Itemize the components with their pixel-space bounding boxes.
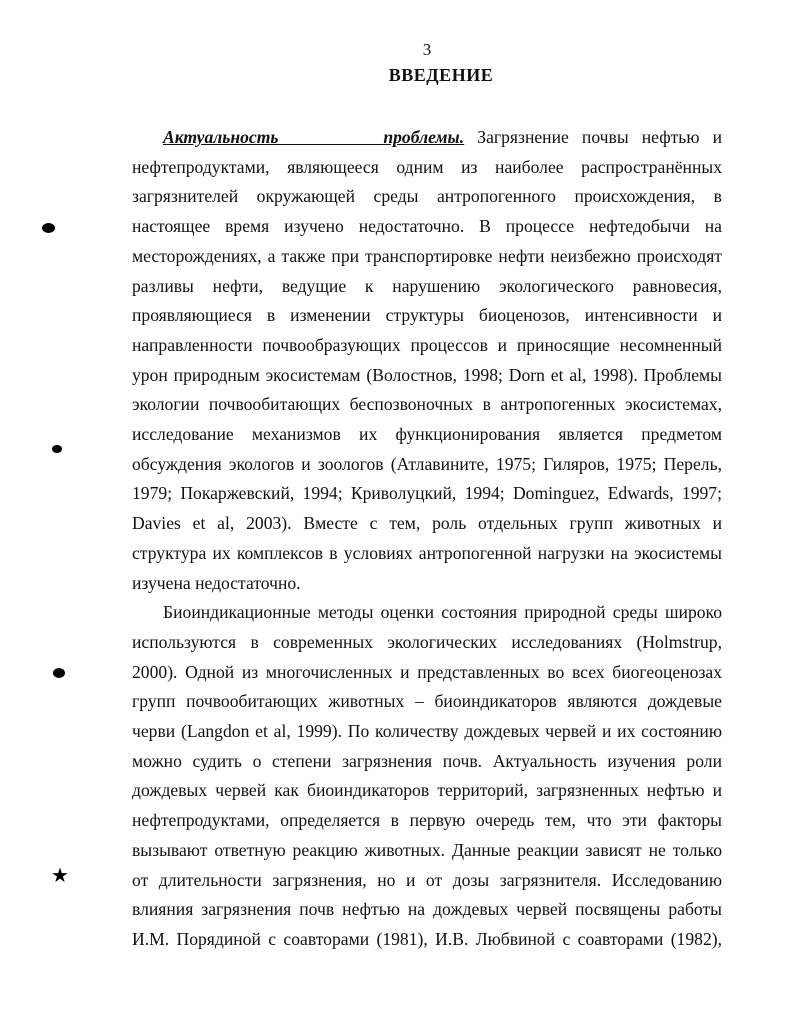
text-line: обсуждения экологов и зоологов (Атлавините, 1975; Гиляров, 1975; Перель, xyxy=(132,453,722,474)
text-line: месторождениях, а также при транспортировке нефти неизбежно происходят xyxy=(132,245,722,266)
line-text: Загрязнение почвы нефтью и xyxy=(477,127,722,147)
text-line: настоящее время изучено недостаточно. В процессе нефтедобычи на xyxy=(132,216,722,237)
text-line: используются в современных экологических исследованиях (Holmstrup, xyxy=(132,631,722,652)
text-line: исследование механизмов их функционирования является предметом xyxy=(132,424,722,444)
text-line: нефтепродуктами, определяется в первую очередь тем, что эти факторы xyxy=(132,810,722,831)
text-line: Davies et al, 2003). Вместе с тем, роль отдельных групп животных и xyxy=(132,513,722,534)
text-line: структура их комплексов в условиях антропогенной нагрузки на экосистемы xyxy=(132,542,722,563)
text-line: можно судить о степени загрязнения почв. Актуальность изучения роли xyxy=(132,750,722,771)
text-line: загрязнителей окружающей среды антропогенного происхождения, в xyxy=(132,186,722,207)
text-line: дождевых червей как биоиндикаторов территорий, загрязненных нефтью и xyxy=(132,780,722,801)
text-line: экологии почвообитающих беспозвоночных в антропогенных экосистемах, xyxy=(132,394,722,415)
emphasized-heading: Актуальность проблемы. xyxy=(163,127,465,147)
scan-mark: ★ xyxy=(51,865,69,887)
text-line: 2000). Одной из многочисленных и представленных во всех биогеоценозах xyxy=(132,661,722,682)
text-line: вызывают ответную реакцию животных. Данные реакции зависят не только xyxy=(132,839,722,860)
page-number: 3 xyxy=(422,40,432,59)
text-line xyxy=(163,126,722,148)
text-line: урон природным экосистемам (Волостнов, 1998; Dorn et al, 1998). Проблемы xyxy=(132,364,722,385)
text-line: проявляющиеся в изменении структуры биоценозов, интенсивности и xyxy=(132,305,722,326)
text-line: направленности почвообразующих процессов и приносящие несомненный xyxy=(132,334,722,355)
text-line: групп почвообитающих животных – биоиндикаторов являются дождевые xyxy=(132,691,722,712)
scan-mark xyxy=(53,668,65,678)
text-line: И.М. Порядиной с соавторами (1981), И.В. Любвиной с соавторами (1982), xyxy=(132,928,722,949)
text-line: 1979; Покаржевский, 1994; Криволуцкий, 1994; Dominguez, Edwards, 1997; xyxy=(132,483,722,504)
section-title: ВВЕДЕНИЕ xyxy=(388,65,494,85)
text-line: нефтепродуктами, являющееся одним из наиболее распространённых xyxy=(132,156,722,177)
text-line: Биоиндикационные методы оценки состояния природной среды широко xyxy=(163,602,722,623)
text-line: черви (Langdon et al, 1999). По количеству дождевых червей и их состоянию xyxy=(132,721,722,741)
scan-mark xyxy=(42,223,55,233)
scan-mark xyxy=(52,445,62,453)
text-line: изучена недостаточно. xyxy=(132,572,301,593)
text-line: от длительности загрязнения, но и от дозы загрязнителя. Исследованию xyxy=(132,869,722,890)
text-line: влияния загрязнения почв нефтью на дождевых червей посвящены работы xyxy=(132,899,722,920)
text-line: разливы нефти, ведущие к нарушению экологического равновесия, xyxy=(132,275,722,296)
